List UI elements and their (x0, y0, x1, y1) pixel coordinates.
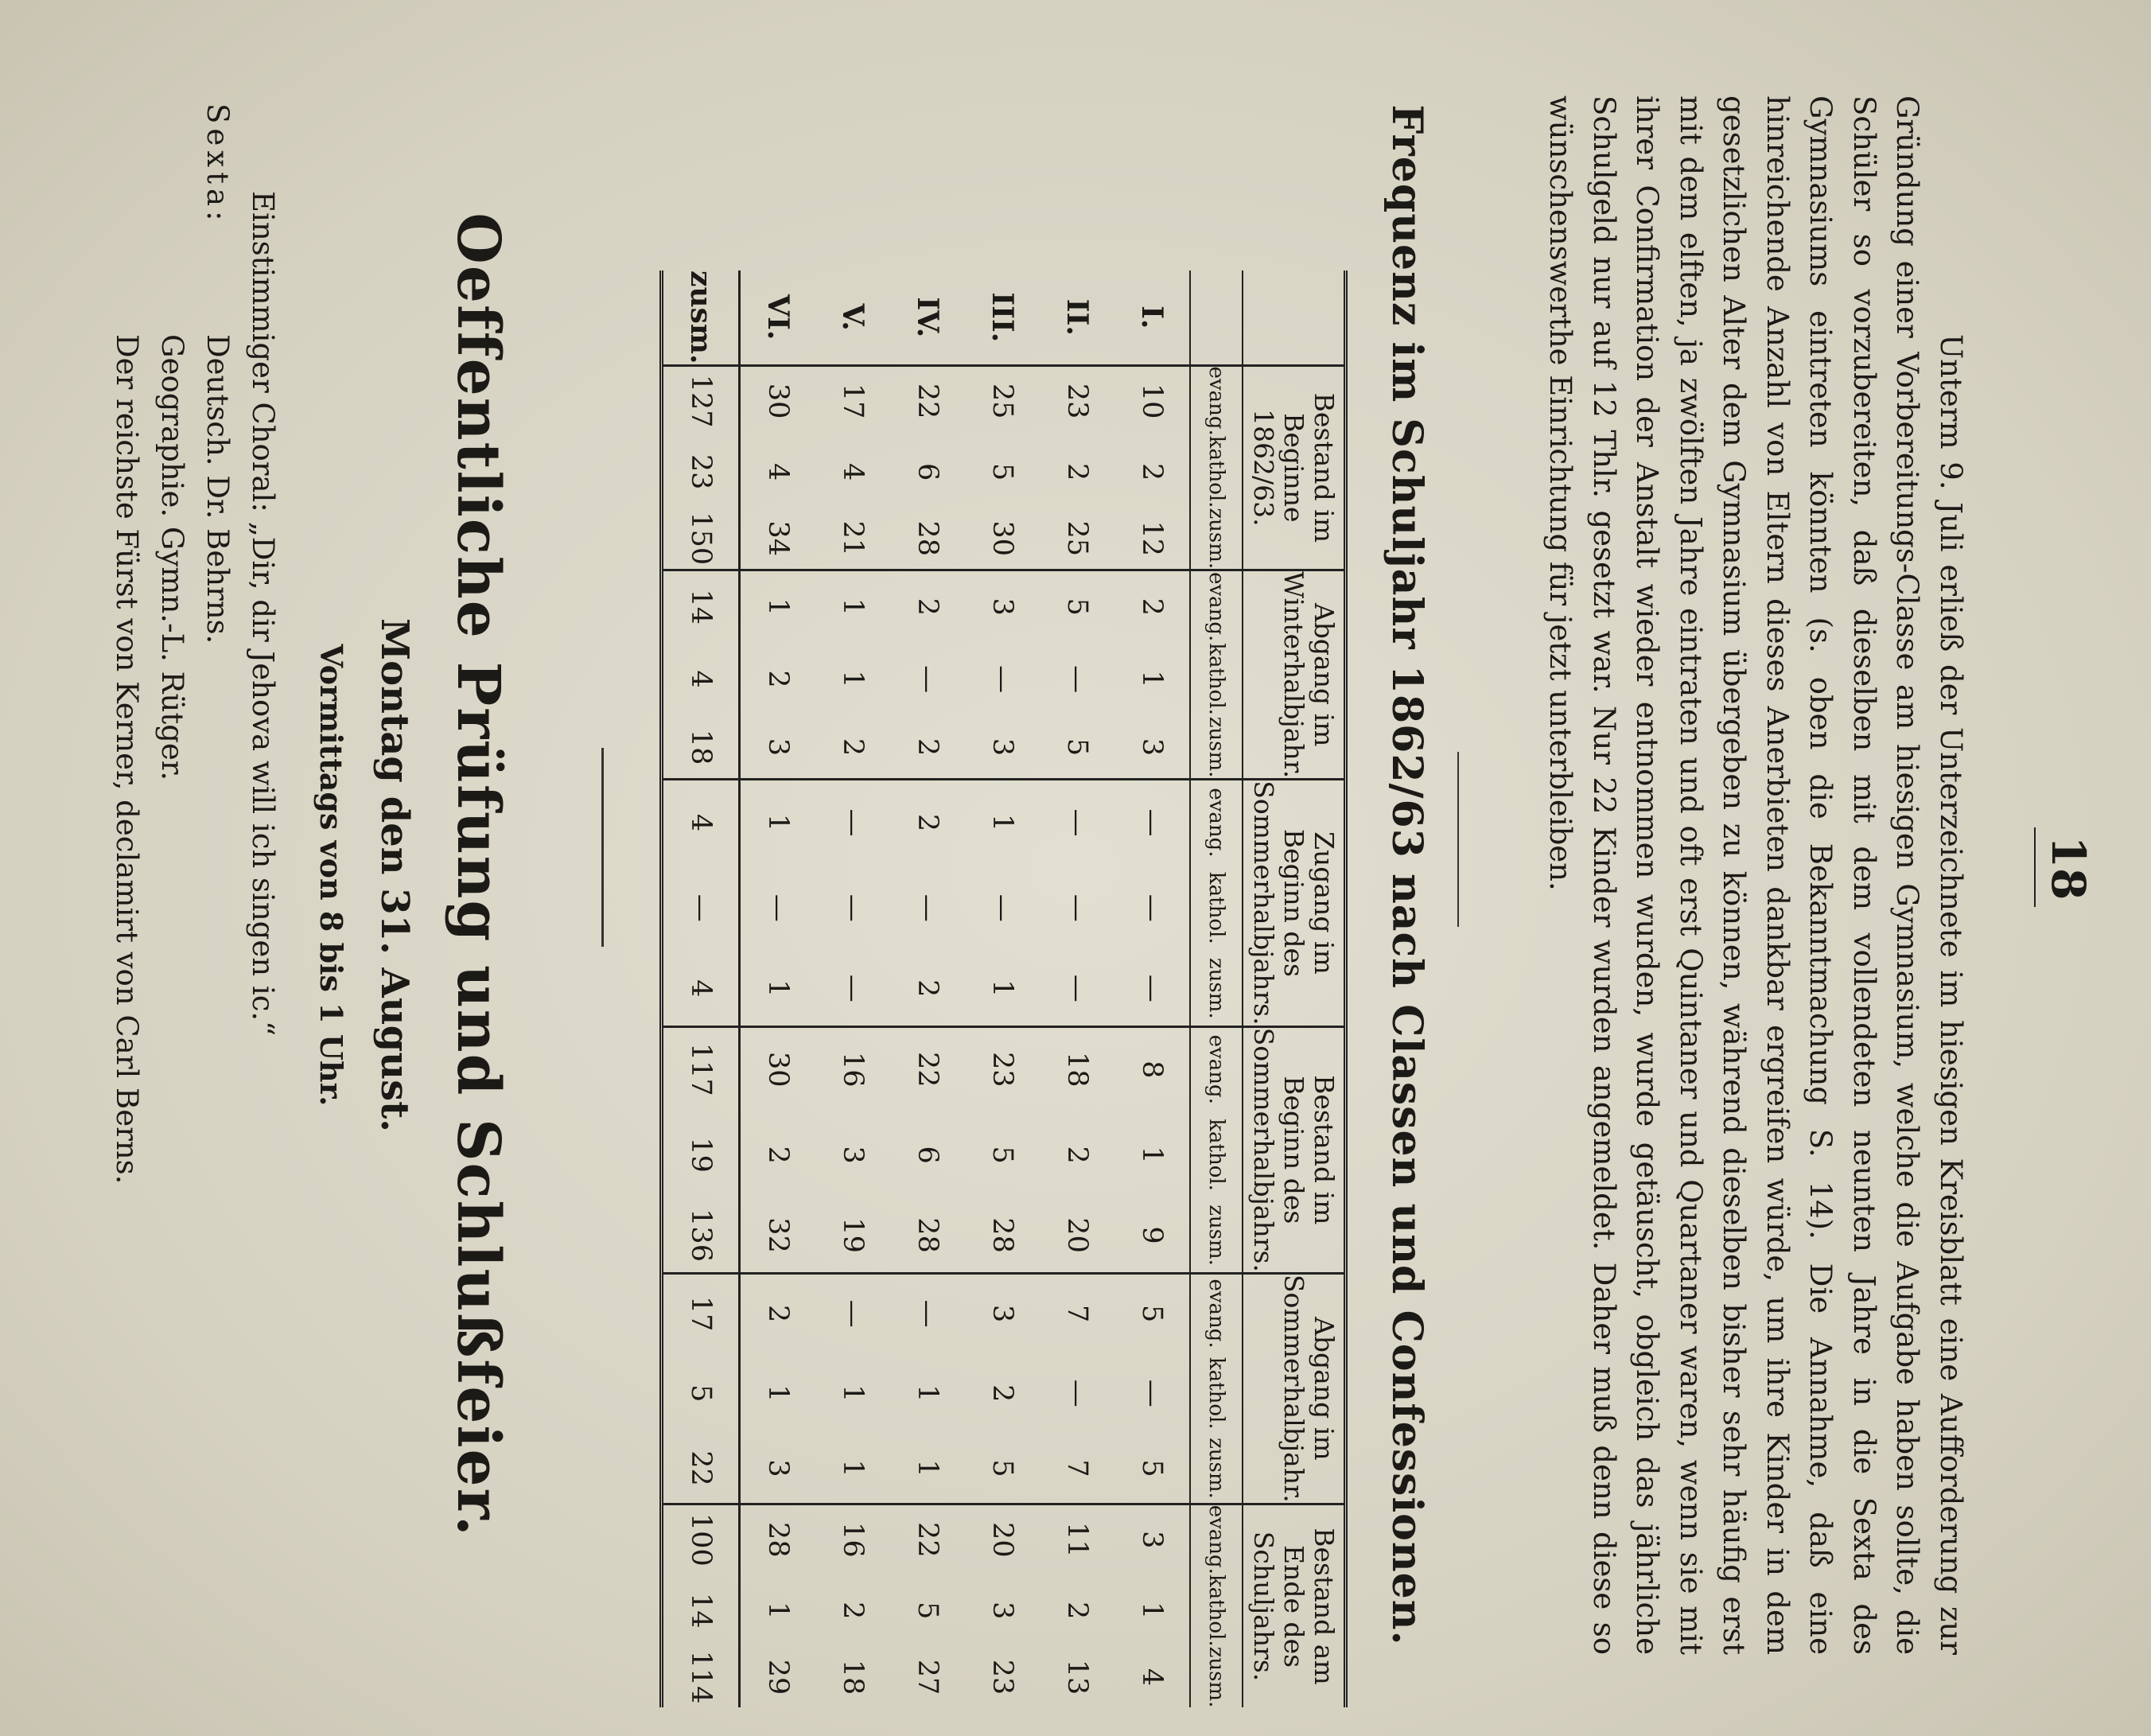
page-number: 18 (2041, 835, 2095, 901)
table-cell: 7 (1061, 1459, 1093, 1477)
corner-cell (1190, 271, 1243, 365)
table-cell: 3 (986, 1602, 1018, 1620)
table-cell: 117 (662, 1026, 740, 1111)
table-cell: 16 (815, 1504, 890, 1574)
table-cell: 1 (986, 979, 1018, 998)
table-cell: 3 (837, 1146, 869, 1164)
subheader-cell: evang. (1190, 570, 1243, 643)
subheader-cell: evang. (1190, 365, 1243, 436)
frequency-table (659, 271, 1348, 1707)
table-cell: 23 (662, 436, 740, 508)
table-cell: 22 (890, 365, 965, 436)
class-label: V. (836, 303, 869, 331)
table-cell: 2 (1061, 1602, 1093, 1620)
table-cell: 20 (965, 1504, 1040, 1574)
table-cell: 1 (762, 979, 794, 998)
table-cell: 1 (837, 1384, 869, 1403)
program-text: Der reichste Fürst von Kerner, declamirt von Carl Berns. (110, 334, 144, 1185)
subheader-cell: kathol. (1190, 1111, 1243, 1198)
table-cell: 3 (1136, 738, 1168, 757)
table-cell: 25 (965, 365, 1040, 436)
table-row (815, 271, 890, 1707)
program-text: Geographie. Gymn.-L. Rütger. (155, 334, 189, 781)
table-cell: 5 (1061, 738, 1093, 757)
subheader-cell: zusm. (1190, 508, 1243, 570)
table-cell: 28 (740, 1504, 816, 1574)
divider (601, 748, 604, 947)
program-label: Sexta: (200, 103, 235, 226)
table-cell: 5 (986, 1459, 1018, 1477)
table-cell: — (762, 893, 794, 922)
class-label: zusm. (662, 271, 740, 365)
group-header: Zugang im Beginn des Sommerhalbjahrs. (1243, 780, 1346, 1026)
table-cell: 4 (662, 952, 740, 1026)
table-cell: — (837, 893, 869, 922)
table-cell: 4 (662, 642, 740, 716)
table-cell: 114 (662, 1647, 740, 1708)
class-label: VI. (761, 294, 795, 341)
table-cell: — (912, 893, 943, 922)
exam-date: Montag den 31. August. (372, 617, 417, 1133)
subheader-cell: zusm. (1190, 1434, 1243, 1504)
class-label: III. (986, 292, 1019, 343)
table-cell: 22 (890, 1026, 965, 1111)
group-header: Abgang im Winterhalbjahr. (1243, 570, 1346, 780)
table-row (1114, 271, 1190, 1707)
subheader-cell: kathol. (1190, 1353, 1243, 1434)
table-cell: 1 (1136, 670, 1168, 688)
table-cell: 14 (662, 570, 740, 643)
class-label: I. (1135, 306, 1169, 329)
table-cell: 4 (1136, 1668, 1168, 1687)
table-cell: 18 (662, 716, 740, 780)
table-cell: 2 (837, 738, 869, 757)
table-cell: 27 (912, 1659, 943, 1695)
subheader-cell: zusm. (1190, 716, 1243, 780)
table-cell: — (1136, 1379, 1168, 1407)
table-cell: 9 (1136, 1226, 1168, 1244)
total-row (662, 271, 740, 1707)
program-item (195, 95, 240, 1655)
table-cell: 2 (762, 670, 794, 688)
table-cell: 34 (762, 520, 794, 557)
table-cell: 23 (1040, 365, 1114, 436)
program-item (150, 95, 195, 1655)
table-cell: 5 (662, 1353, 740, 1434)
table-cell: — (1061, 893, 1093, 922)
group-header: Bestand im Beginn des Sommerhalbjahrs. (1243, 1026, 1346, 1273)
table-cell: 127 (662, 365, 740, 436)
table-cell: 3 (762, 738, 794, 757)
table-cell: — (1061, 665, 1093, 694)
table-cell: 23 (965, 1026, 1040, 1111)
table-cell: 2 (890, 570, 965, 643)
table-cell: 1 (912, 1384, 943, 1403)
table-cell: 13 (1061, 1659, 1093, 1695)
table-cell: 5 (912, 1602, 943, 1620)
divider (1457, 752, 1459, 927)
table-cell: 6 (912, 462, 943, 481)
table-cell: 20 (1061, 1217, 1093, 1253)
table-cell: — (1040, 780, 1114, 865)
table-cell: 2 (912, 979, 943, 998)
table-cell: 5 (1114, 1273, 1190, 1353)
class-label: IV. (911, 297, 944, 338)
table-cell: 21 (837, 520, 869, 557)
table-cell: — (815, 780, 890, 865)
table-cell: 2 (837, 1602, 869, 1620)
page-number-rule (2034, 827, 2036, 907)
table-body (662, 271, 1191, 1707)
table-cell: 12 (1136, 520, 1168, 557)
table-cell: 2 (740, 1273, 816, 1353)
table-cell: 19 (837, 1217, 869, 1253)
subheader-cell: evang. (1190, 1504, 1243, 1574)
table-row (740, 271, 816, 1707)
subheader-cell: zusm. (1190, 952, 1243, 1026)
table-cell: 18 (1040, 1026, 1114, 1111)
table-cell: 1 (965, 780, 1040, 865)
table-cell: 2 (912, 738, 943, 757)
subheader-cell: evang. (1190, 1273, 1243, 1353)
table-row (890, 271, 965, 1707)
table-cell: 25 (1061, 520, 1093, 557)
table-cell: 28 (912, 520, 943, 557)
table-title: Frequenz im Schuljahr 1862/63 nach Classen und Confessionen. (1383, 104, 1431, 1646)
table-cell: 30 (740, 365, 816, 436)
program-text: Einstimmiger Choral: „Dir, dir Jehova will ich singen ic.“ (246, 191, 280, 1037)
table-cell: 1 (740, 570, 816, 643)
table-cell: 1 (837, 670, 869, 688)
program-text: Deutsch. Dr. Behrns. (200, 334, 235, 644)
table-cell: 3 (965, 1273, 1040, 1353)
table-group-header (1243, 271, 1346, 1707)
table-cell: 10 (1114, 365, 1190, 436)
table-cell: 18 (837, 1659, 869, 1695)
table-cell: 11 (1040, 1504, 1114, 1574)
intro-paragraph (1538, 95, 1972, 1655)
table-cell: 19 (662, 1111, 740, 1198)
subheader-cell: evang. (1190, 780, 1243, 865)
table-cell: — (1061, 1379, 1093, 1407)
table-cell: 14 (662, 1574, 740, 1647)
table-cell: 30 (986, 520, 1018, 557)
table-cell: 1 (912, 1459, 943, 1477)
table-cell: 1 (815, 570, 890, 643)
table-cell: 5 (1136, 1459, 1168, 1477)
exam-title: Oeffentliche Prüfung und Schlußfeier. (444, 212, 512, 1538)
table-cell: — (662, 865, 740, 952)
table-cell: 4 (662, 780, 740, 865)
table-cell: 23 (986, 1659, 1018, 1695)
intro-text: Unterm 9. Juli erließ der Unterzeichnete im hiesigen Kreisblatt eine Aufforderung zur Gründung einer Vorbereitungs-Classe am hiesigen Gymnasium, welche die Aufgabe haben sollte, die Schüler so vorzubereiten, daß dieselben mit dem vollendeten neunten Jahre in die Sexta des Gymnasiums eintreten könnten (s. oben die Bekanntmachung S. 14). Die Annahme, daß eine hinreichende Anzahl von Eltern dieses Anerbieten dankbar ergreifen würde, um ihre Kinder in dem gesetzlichen Alter dem Gymnasium übergeben zu können, während dieselben bisher sehr häufig erst mit dem elften, ja zwölften Jahre eintraten und oft erst Quintaner und Quartaner waren, wenn sie mit ihrer Confirmation der Anstalt wieder entnommen wurden, wurde getäuscht, obgleich das jährliche Schulgeld nur auf 12 Thlr. gesetzt war. Nur 22 Kinder wurden angemeldet. Daher muß denn diese so wünschenswerthe Einrichtung für jetzt unterbleiben. (1543, 95, 1968, 1655)
table-cell: 5 (986, 1146, 1018, 1164)
table-cell: 3 (986, 738, 1018, 757)
table-cell: 30 (740, 1026, 816, 1111)
table-row (1040, 271, 1114, 1707)
subheader-cell: kathol. (1190, 865, 1243, 952)
table-cell: — (986, 893, 1018, 922)
table-subheader (1190, 271, 1243, 1707)
table-cell: 28 (986, 1217, 1018, 1253)
subheader-cell: kathol. (1190, 1574, 1243, 1647)
table-cell: — (1061, 974, 1093, 1002)
table-cell: 1 (740, 780, 816, 865)
program-item (104, 95, 150, 1655)
table-cell: 3 (965, 570, 1040, 643)
table-cell: 2 (890, 780, 965, 865)
exam-program (104, 95, 286, 1655)
exam-time: Vormittags von 8 bis 1 Uhr. (313, 644, 349, 1107)
table-cell: — (815, 1273, 890, 1353)
class-label: II. (1060, 298, 1094, 336)
table-cell: 17 (662, 1273, 740, 1353)
table-cell: 100 (662, 1504, 740, 1574)
subheader-cell: kathol. (1190, 642, 1243, 716)
table-cell: 2 (1061, 1146, 1093, 1164)
table-cell: 150 (662, 508, 740, 570)
table-cell: 6 (912, 1146, 943, 1164)
table-cell: 22 (890, 1504, 965, 1574)
table-cell: — (1136, 893, 1168, 922)
table-cell: 4 (762, 462, 794, 481)
table-cell: 1 (837, 1459, 869, 1477)
subheader-cell: kathol. (1190, 436, 1243, 508)
subheader-cell: zusm. (1190, 1198, 1243, 1273)
table-cell: — (1114, 780, 1190, 865)
table-cell: 2 (1061, 462, 1093, 481)
table-cell: 2 (1136, 462, 1168, 481)
table-cell: 1 (762, 1602, 794, 1620)
table-cell: 1 (1136, 1602, 1168, 1620)
table-cell: 32 (762, 1217, 794, 1253)
table-cell: 29 (762, 1659, 794, 1695)
table-row (965, 271, 1040, 1707)
table-cell: — (912, 665, 943, 694)
subheader-cell: zusm. (1190, 1647, 1243, 1708)
group-header: Bestand im Beginne 1862/63. (1243, 365, 1346, 570)
table-cell: 28 (912, 1217, 943, 1253)
table-cell: 4 (837, 462, 869, 481)
group-header: Bestand am Ende des Schuljahrs. (1243, 1504, 1346, 1707)
table-cell: 1 (762, 1384, 794, 1403)
group-header: Abgang im Sommerhalbjahr. (1243, 1273, 1346, 1504)
corner-cell (1243, 271, 1346, 365)
table-cell: 3 (762, 1459, 794, 1477)
table-cell: 8 (1114, 1026, 1190, 1111)
table-cell: — (1136, 974, 1168, 1002)
table-cell: 5 (986, 462, 1018, 481)
table-cell: — (837, 974, 869, 1002)
table-cell: 136 (662, 1198, 740, 1273)
table-cell: 5 (1040, 570, 1114, 643)
table-cell: 2 (986, 1384, 1018, 1403)
table-cell: 16 (815, 1026, 890, 1111)
table-cell: 7 (1040, 1273, 1114, 1353)
program-item (240, 95, 286, 1655)
table-cell: 2 (1114, 570, 1190, 643)
table-cell: — (890, 1273, 965, 1353)
subheader-cell: evang. (1190, 1026, 1243, 1111)
table-cell: 3 (1114, 1504, 1190, 1574)
table-cell: 1 (1136, 1146, 1168, 1164)
table-cell: 17 (815, 365, 890, 436)
table-cell: 2 (762, 1146, 794, 1164)
table-cell: — (986, 665, 1018, 694)
table-cell: 22 (662, 1434, 740, 1504)
